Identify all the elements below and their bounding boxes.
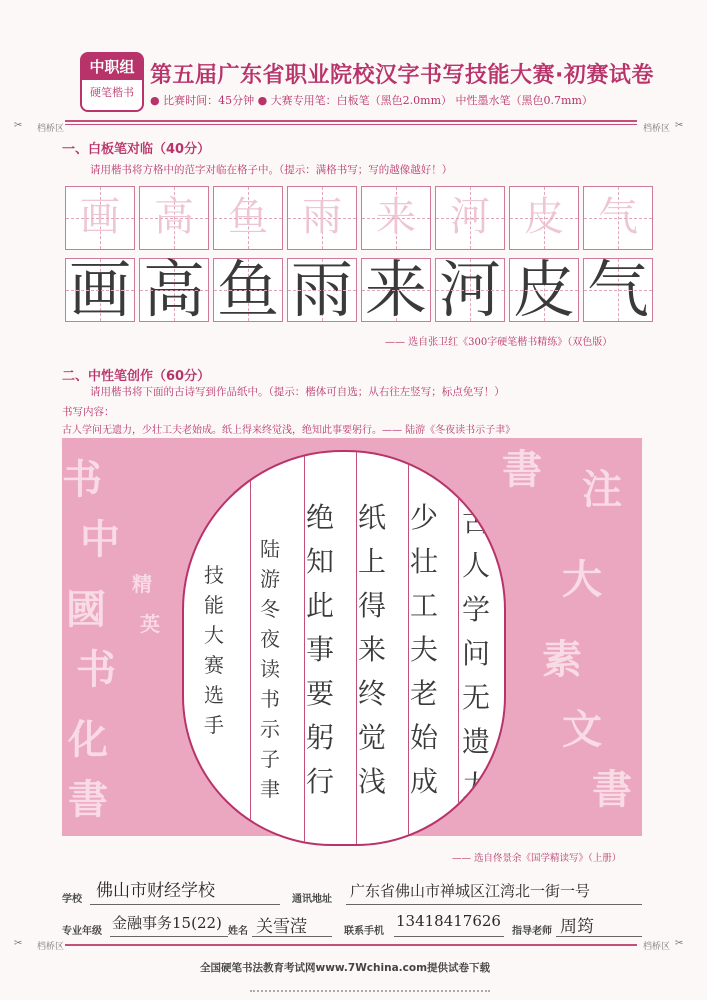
column-divider: [458, 452, 459, 844]
written-char: 皮: [512, 253, 575, 326]
scissors-icon: ✂: [14, 938, 23, 949]
practice-grid-cell[interactable]: [361, 186, 431, 250]
poem-char: 绝: [305, 501, 334, 534]
written-grid-cell[interactable]: [583, 253, 653, 326]
poem-char: 终: [357, 677, 386, 710]
signature-char: 读: [260, 657, 280, 681]
scissors-icon: ✂: [675, 938, 684, 949]
edge-label-left: 档桥区: [37, 942, 65, 952]
ghost-char: 高: [154, 194, 194, 240]
watermark: 书: [62, 456, 102, 503]
section2-source: —— 选自佟景余《国学精读写》（上册）: [452, 853, 622, 864]
watermark: 精: [132, 572, 152, 596]
composition-paper[interactable]: [182, 450, 506, 846]
poem-char: 躬: [305, 721, 334, 754]
poem-char: 工: [409, 589, 438, 622]
poem-char: 要: [305, 677, 334, 710]
signature-char: 大: [204, 623, 224, 647]
written-grid-cell[interactable]: [65, 253, 135, 326]
poem-char: 力: [461, 769, 490, 802]
poem-char: 始: [409, 721, 438, 754]
poem-char: 夫: [409, 633, 438, 666]
watermark: 书: [76, 646, 116, 693]
school-field[interactable]: 佛山市财经学校: [96, 881, 215, 901]
poem-char: 无: [461, 681, 490, 714]
signature-char: 技: [204, 563, 224, 587]
ghost-char: 雨: [302, 194, 342, 240]
signature-char: 能: [204, 593, 224, 617]
written-grid-cell[interactable]: [435, 253, 505, 326]
badge-group: 中职组: [82, 54, 142, 80]
ghost-char: 鱼: [228, 194, 268, 240]
column-divider: [250, 452, 251, 844]
ghost-char: 画: [80, 194, 120, 240]
watermark: 國: [66, 586, 106, 633]
written-grid-cell[interactable]: [361, 253, 431, 326]
address-line: [346, 904, 642, 905]
major-label: 专业年级: [62, 926, 102, 937]
edge-label-left: 档桥区: [37, 124, 65, 134]
signature-char: 聿: [260, 777, 280, 801]
teacher-label: 指导老师: [512, 926, 552, 937]
written-char: 鱼: [216, 253, 279, 326]
poem-char: 得: [357, 589, 386, 622]
written-grid-cell[interactable]: [509, 253, 579, 326]
practice-grid-cell[interactable]: [65, 186, 135, 250]
name-label: 姓名: [228, 926, 248, 937]
scissors-icon: ✂: [14, 120, 23, 131]
poem-char: 行: [305, 765, 334, 798]
section2-hint: 请用楷书将下面的古诗写到作品纸中。（提示：楷体可自选；从右往左竖写；标点免写！）: [90, 386, 505, 398]
written-grid-cell[interactable]: [287, 253, 357, 326]
poem-char: 古: [461, 505, 490, 538]
watermark: 素: [542, 636, 582, 683]
scissors-icon: ✂: [675, 120, 684, 131]
page-subtitle: ● 比赛时间：45分钟 ● 大赛专用笔：白板笔（黑色2.0mm） 中性墨水笔（黑色0.7mm）: [150, 94, 593, 107]
written-char: 高: [142, 253, 205, 326]
address-label: 通讯地址: [292, 894, 332, 905]
poem-text: 古人学问无遗力，少壮工夫老始成。纸上得来终觉浅，绝知此事要躬行。—— 陆游《冬夜读书示子聿》: [62, 425, 516, 436]
watermark: 書: [502, 446, 542, 493]
written-char: 来: [364, 253, 427, 326]
phone-field[interactable]: 13418417626: [396, 912, 501, 930]
practice-grid-cell[interactable]: [509, 186, 579, 250]
category-badge: [80, 52, 144, 112]
signature-char: 书: [260, 687, 280, 711]
section1-heading: 一、白板笔对临（40分）: [62, 142, 211, 157]
poem-char: 人: [461, 549, 490, 582]
watermark: 注: [582, 466, 622, 513]
poem-char: 来: [357, 633, 386, 666]
phone-label: 联系手机: [344, 926, 384, 937]
edge-label-right: 档桥区: [643, 942, 671, 952]
section2-heading: 二、中性笔创作（60分）: [62, 369, 211, 384]
watermark: 化: [68, 716, 108, 763]
header-rule-thin: [65, 124, 637, 125]
teacher-field[interactable]: 周筠: [560, 917, 594, 937]
watermark: 英: [140, 612, 160, 636]
name-field[interactable]: 关雪滢: [256, 917, 307, 937]
signature-char: 游: [260, 567, 280, 591]
section1-hint: 请用楷书将方格中的范字对临在格子中。（提示：满格书写；写的越像越好！）: [90, 164, 453, 176]
poem-char: 壮: [409, 545, 438, 578]
footer-rule: [65, 944, 637, 946]
poem-char: 觉: [357, 721, 386, 754]
poem-char: 此: [305, 589, 334, 622]
watermark: 大: [562, 556, 602, 603]
poem-char: 少: [409, 501, 438, 534]
ghost-char: 河: [450, 194, 490, 240]
signature-char: 冬: [260, 597, 280, 621]
phone-line: [394, 936, 504, 937]
written-grid-cell[interactable]: [139, 253, 209, 326]
ghost-char: 气: [598, 194, 638, 240]
written-grid-cell[interactable]: [213, 253, 283, 326]
school-line: [90, 904, 280, 905]
poem-char: 老: [409, 677, 438, 710]
poem-char: 浅: [357, 765, 386, 798]
practice-grid-cell[interactable]: [287, 186, 357, 250]
cut-line: [250, 990, 490, 992]
major-field[interactable]: 金融事务15(22): [112, 914, 222, 932]
practice-grid-cell[interactable]: [139, 186, 209, 250]
poem-char: 事: [305, 633, 334, 666]
poem-char: 学: [461, 593, 490, 626]
page-title: 第五届广东省职业院校汉字书写技能大赛·初赛试卷: [150, 63, 654, 88]
watermark: 中: [80, 516, 120, 563]
ghost-char: 皮: [524, 194, 564, 240]
watermark: 書: [592, 766, 632, 813]
written-char: 河: [438, 253, 501, 326]
ghost-char: 来: [376, 194, 416, 240]
signature-char: 子: [260, 747, 280, 771]
written-char: 雨: [290, 253, 353, 326]
practice-grid-cell[interactable]: [435, 186, 505, 250]
signature-char: 示: [260, 717, 280, 741]
poem-char: 纸: [357, 501, 386, 534]
edge-label-right: 档桥区: [643, 124, 671, 134]
header-rule: [65, 120, 637, 122]
major-line: [110, 936, 228, 937]
poem-char: 遗: [461, 725, 490, 758]
poem-char: 知: [305, 545, 334, 578]
practice-grid-cell[interactable]: [213, 186, 283, 250]
section1-source: —— 选自张卫红《300字硬笔楷书精练》（双色版）: [385, 337, 613, 348]
poem-char: 问: [461, 637, 490, 670]
address-field[interactable]: 广东省佛山市禅城区江湾北一街一号: [350, 882, 591, 900]
poem-char: 上: [357, 545, 386, 578]
badge-style: 硬笔楷书: [90, 86, 134, 99]
watermark: 文: [562, 706, 602, 753]
content-label: 书写内容：: [62, 406, 115, 418]
written-char: 气: [586, 253, 649, 326]
signature-char: 手: [204, 713, 224, 737]
written-char: 画: [68, 253, 131, 326]
school-label: 学校: [62, 894, 82, 905]
watermark: 書: [68, 776, 108, 823]
footer-note: 全国硬笔书法教育考试网www.7Wchina.com提供试卷下载: [200, 962, 491, 974]
signature-char: 夜: [260, 627, 280, 651]
poem-char: 成: [409, 765, 438, 798]
signature-char: 选: [204, 683, 224, 707]
practice-grid-cell[interactable]: [583, 186, 653, 250]
signature-char: 赛: [204, 653, 224, 677]
signature-char: 陆: [260, 537, 280, 561]
